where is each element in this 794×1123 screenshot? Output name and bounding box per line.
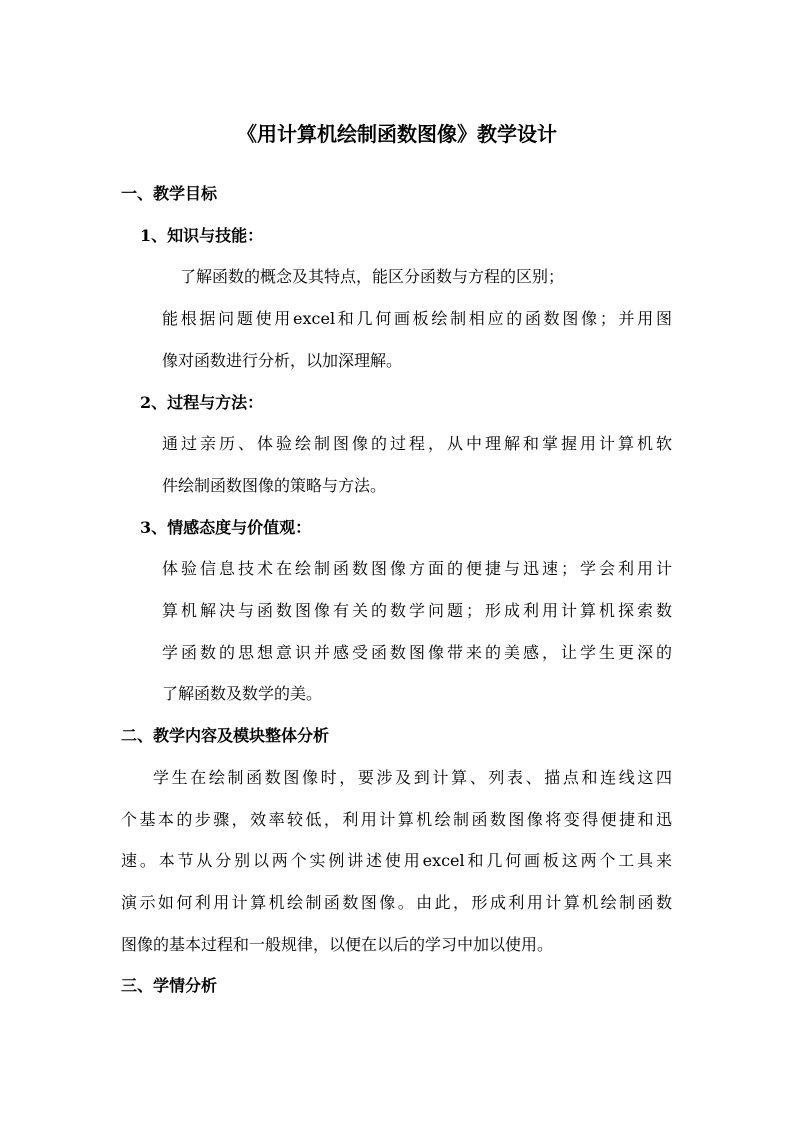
paragraph-line: 算机解决与函数图像有关的数学问题；形成利用计算机探索数 [162, 601, 672, 620]
paragraph-line: 体验信息技术在绘制函数图像方面的便捷与迅速；学会利用计 [162, 559, 672, 578]
subsection-heading-process: 2、过程与方法： [140, 393, 264, 412]
paragraph-line: 能根据问题使用excel和几何画板绘制相应的函数图像；并用图 [162, 309, 672, 328]
paragraph-line: 了解函数的概念及其特点，能区分函数与方程的区别； [180, 267, 565, 286]
paragraph-line: 了解函数及数学的美。 [162, 684, 323, 703]
paragraph-line: 学函数的思想意识并感受函数图像带来的美感，让学生更深的 [162, 643, 672, 662]
section-heading-learner-analysis: 三、学情分析 [121, 976, 218, 995]
subsection-heading-attitude: 3、情感态度与价值观： [140, 518, 312, 537]
paragraph-line: 个基本的步骤，效率较低，利用计算机绘制函数图像将变得便捷和迅 [121, 810, 672, 829]
paragraph-line: 像对函数进行分析，以加深理解。 [162, 351, 403, 370]
paragraph-line: 通过亲历、体验绘制图像的过程，从中理解和掌握用计算机软 [162, 434, 672, 453]
paragraph-line: 件绘制函数图像的策略与方法。 [162, 476, 387, 495]
paragraph-line: 学生在绘制函数图像时，要涉及到计算、列表、描点和连线这四 [153, 768, 672, 787]
subsection-heading-knowledge: 1、知识与技能： [140, 226, 264, 245]
section-heading-content-analysis: 二、教学内容及模块整体分析 [121, 726, 330, 745]
paragraph-line: 速。本节从分别以两个实例讲述使用excel和几何画板这两个工具来 [121, 851, 672, 870]
paragraph-line: 图像的基本过程和一般规律，以便在以后的学习中加以使用。 [121, 935, 554, 954]
paragraph-line: 演示如何利用计算机绘制函数图像。由此，形成利用计算机绘制函数 [121, 893, 672, 912]
document-title: 《用计算机绘制函数图像》教学设计 [237, 122, 557, 146]
section-heading-objectives: 一、教学目标 [121, 184, 218, 203]
